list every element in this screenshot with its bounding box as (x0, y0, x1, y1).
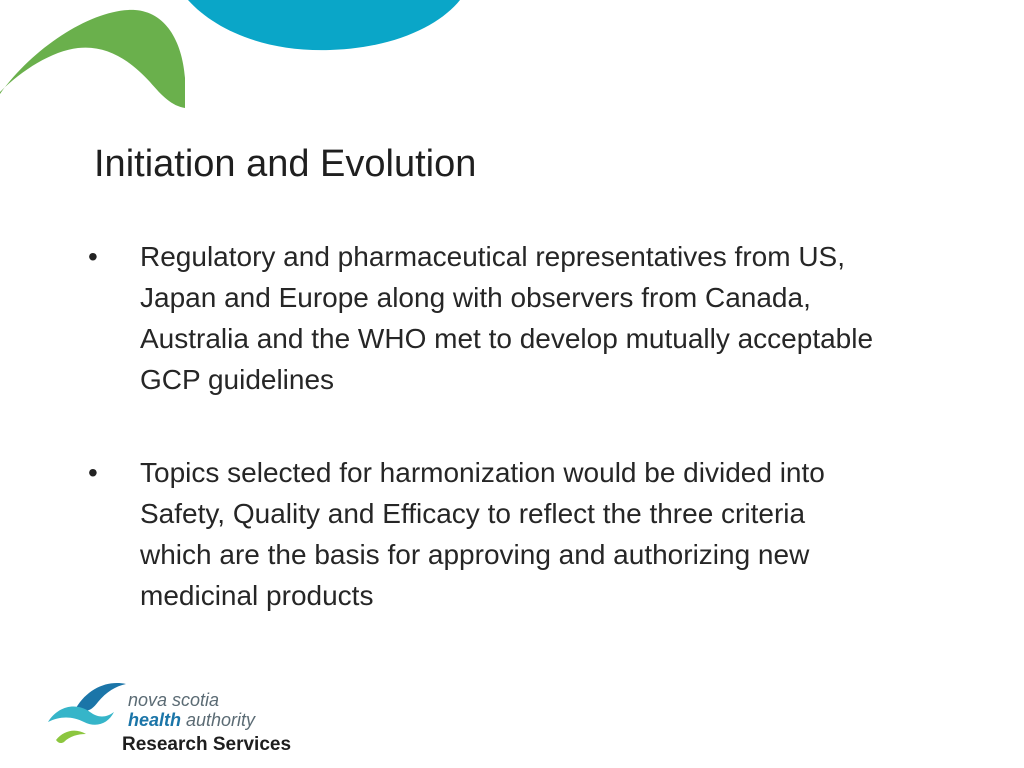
bullet-list (84, 236, 884, 668)
logo-text-authority: authority (181, 710, 256, 730)
bullet-marker: • (88, 457, 98, 488)
logo-text-research-services: Research Services (122, 734, 292, 755)
header-decoration (0, 0, 1024, 130)
bullet-text: Topics selected for harmonization would be divided into Safety, Quality and Efficacy to reflect the three criteria which are the basis for approving and authorizing new medicinal products (140, 457, 825, 611)
logo-text-health-authority (128, 710, 255, 730)
green-swoosh-shape (0, 10, 185, 108)
slide-title: Initiation and Evolution (94, 143, 477, 185)
bullet-item (84, 452, 884, 616)
logo-text-health: health (128, 710, 182, 730)
teal-arc-shape (188, 0, 460, 50)
wave-logo-icon (46, 678, 134, 748)
bullet-marker: • (88, 241, 98, 272)
bullet-item (84, 236, 884, 400)
logo-text-nova-scotia: nova scotia (128, 690, 220, 710)
nsha-logo (46, 678, 306, 760)
bullet-text: Regulatory and pharmaceutical representatives from US, Japan and Europe along with observers from Canada, Australia and the WHO met to develop mutually acceptable GCP guidelines (140, 241, 874, 395)
